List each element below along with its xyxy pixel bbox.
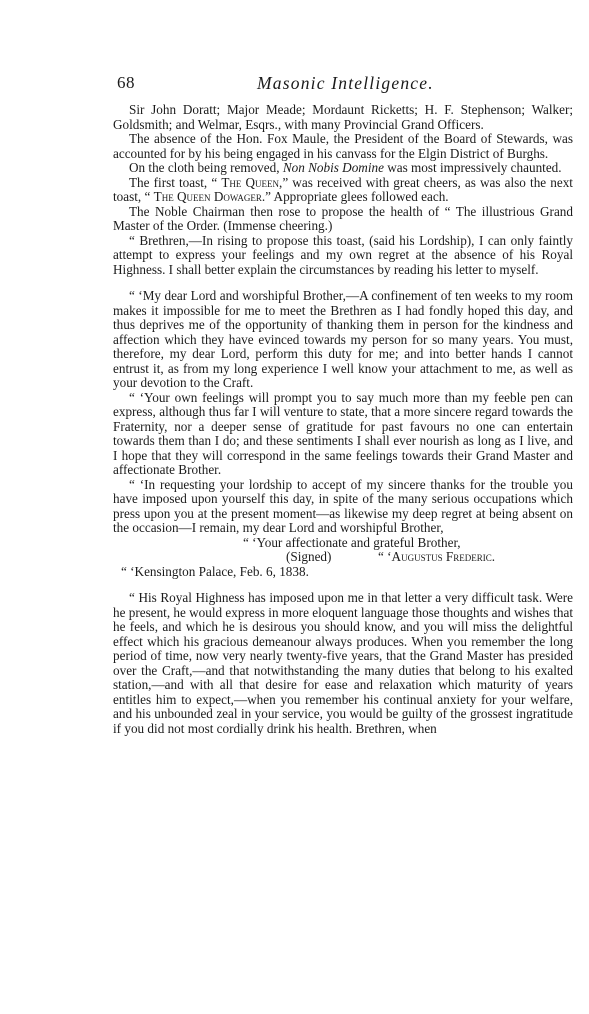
letter-paragraph-2: “ ‘Your own feelings will prompt you to say much more than my feeble pen can express, although thus far I will venture to state, that a more sincere regard towards the Fraternity, nor a deeper sense of gratitude for past favours no one can entertain towards them than I do; and these sentiments I shall ever nourish as long as I live, and I hope that they will correspond in the same feelings towards their Grand Master and affectionate Brother.: [113, 389, 573, 477]
signatory-name: [378, 550, 495, 565]
letter-dateline: “ ‘Kensington Palace, Feb. 6, 1838.: [121, 563, 309, 579]
paragraph-royal-highness: “ His Royal Highness has imposed upon me in that letter a very difficult task. Were he present, he would express in more eloquent language those thoughts and wishes that he feels, and which he is desirous you should know, and you will miss the delightful effect which his gracious demeanour always produces. When you remember the long period of time, now very nearly twenty-five years, that the Grand Master has presided over the Craft,—and that notwithstanding the many duties that belong to his exalted station,—and with all that desire for ease and relaxation which maturity of years entitles him to expect,—when you remember his continual anxiety for your welfare, and his unbounded zeal in your service, you would be guilty of the grossest ingratitude if you did not most cordially drink his health. Brethren, when: [113, 590, 573, 736]
text-run: was most impressively chaunted.: [383, 160, 562, 175]
italic-hymn-title: Non Nobis Domine: [282, 160, 384, 175]
paragraph-brethren-address: “ Brethren,—In rising to propose this toast, (said his Lordship), I can only faintly attempt to express your feelings and my own regret at the absence of his Royal Highness. I shall better explain the circumstances by reading his letter to myself.: [113, 232, 573, 277]
signed-label: (Signed): [286, 549, 332, 564]
letter-paragraph-3: “ ‘In requesting your lordship to accept of my sincere thanks for the trouble you have imposed upon yourself this day, in spite of the many serious occupations which press upon you at the present moment—as likewise my deep regret at being absent on the occasion—I remain, my dear Lord and worshipful Brother,: [113, 476, 573, 535]
page-number: 68: [117, 73, 135, 92]
text-run: The first toast, “: [129, 174, 222, 190]
text-run: .” Appropriate glees followed each.: [261, 189, 449, 204]
running-title: Masonic Intelligence.: [257, 73, 434, 93]
paragraph-stewards-list: Sir John Doratt; Major Meade; Mordaunt Ricketts; H. F. Stephenson; Walker; Goldsmith; and Welmar, Esqrs., with many Provincial Grand Officers.: [113, 102, 573, 132]
paragraph-toasts: [113, 176, 573, 205]
toast-the-queen: The Queen: [221, 174, 280, 190]
letter-signature: [113, 550, 573, 565]
paragraph-non-nobis: [113, 161, 573, 176]
text-run: ,” was received with great cheers, as was also the next toast, “: [113, 174, 573, 204]
signatory-name-text: Augustus Frederic.: [391, 549, 496, 564]
paragraph-chairman-rose: The Noble Chairman then rose to propose the health of “ The illustrious Grand Master of the Order. (Immense cheering.): [113, 203, 573, 233]
quote-marks: “ ‘: [378, 549, 392, 564]
page-header: [117, 73, 572, 97]
text-run: On the cloth being removed,: [129, 160, 283, 175]
letter-paragraph-1: “ ‘My dear Lord and worshipful Brother,—A confinement of ten weeks to my room makes it impossible for me to meet the Brethren as I had fondly hoped this day, and thus deprives me of the opportunity of thanking them in person for the kindness and affection which they have evinced towards my person for so many years. You must, therefore, my dear Lord, perform this duty for me; and into better hands I cannot entrust it, as from my long experience I well know your attachment to me, as well as your devotion to the Craft.: [113, 288, 573, 390]
letter-closing: “ ‘Your affectionate and grateful Brother,: [243, 534, 461, 550]
toast-queen-dowager: The Queen Dowager: [153, 189, 262, 204]
paragraph-absence-fox-maule: The absence of the Hon. Fox Maule, the President of the Board of Stewards, was accounted for by his being engaged in his canvass for the Elgin District of Burghs.: [113, 131, 573, 161]
page-body: [113, 103, 573, 736]
